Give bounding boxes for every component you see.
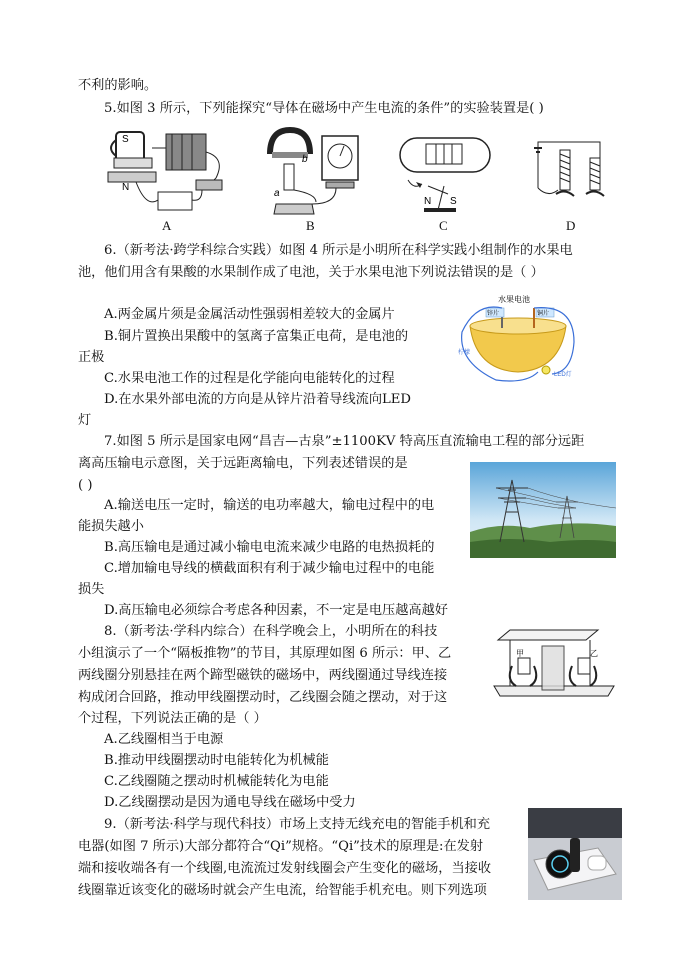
q5-option-b-label: B	[306, 218, 315, 233]
q5-figure-c	[398, 130, 494, 216]
q6-option-b-line1: B.铜片置换出果酸中的氢离子富集正电荷，是电池的	[104, 329, 409, 344]
q9-stem-3: 端和接收端各有一个线圈,电流流过发射线圈会产生变化的磁场，当接收	[78, 861, 492, 876]
q7-option-c-line1: C.增加输电导线的横截面积有利于减少输电过程中的电能	[104, 561, 435, 576]
q7-option-b: B.高压输电是通过减小输电电流来减少电路的电热损耗的	[104, 540, 435, 555]
power-line-photo	[470, 462, 616, 558]
fig6-jia-label: 甲	[516, 649, 524, 658]
q7-option-c-line2: 损失	[78, 582, 105, 597]
fig-c-n-label: N	[424, 196, 432, 207]
fig4-led-label: LED灯	[554, 372, 572, 378]
q6-option-c: C.水果电池工作的过程是化学能向电能转化的过程	[104, 371, 395, 386]
q9-stem-4: 线圈靠近该变化的磁场时就会产生电流，给智能手机充电。则下列选项	[78, 883, 487, 898]
q5-figure-b	[256, 124, 376, 218]
q8-stem-3: 两线圈分别悬挂在两个蹄型磁铁的磁场中，两线圈通过导线连接	[78, 668, 448, 683]
fig-a-s-label: S	[122, 134, 129, 145]
q8-option-a: A.乙线圈相当于电源	[104, 732, 224, 747]
q8-option-b: B.推动甲线圈摆动时电能转化为机械能	[104, 753, 329, 768]
q7-stem-1: 7.如图 5 所示是国家电网“昌吉—古泉”±1100KV 特高压直流输电工程的部分远距	[104, 434, 585, 449]
fig6-yi-label: 乙	[590, 649, 598, 658]
fig-b-a-label: a	[274, 188, 280, 199]
q5-stem: 5.如图 3 所示，下列能探究“导体在磁场中产生电流的条件”的实验装置是( )	[104, 101, 544, 116]
q8-stem-5: 个过程，下列说法正确的是（ ）	[78, 711, 267, 726]
fig-c-s-label: S	[450, 196, 457, 207]
fig4-zinc-label: 锌片	[487, 311, 500, 317]
fig4-title: 水果电池	[498, 295, 530, 304]
carryover-line: 不利的影响。	[78, 78, 158, 93]
wireless-charger-photo	[528, 808, 622, 900]
fig-b-b-label: b	[302, 154, 308, 165]
q5-option-c-label: C	[439, 218, 448, 233]
q7-option-a-line1: A.输送电压一定时，输送的电功率越大，输电过程中的电	[104, 498, 435, 513]
two-coils-figure	[490, 620, 618, 702]
q5-figure-a	[106, 128, 236, 218]
q8-stem-2: 小组演示了一个“隔板推物”的节目，其原理如图 6 所示：甲、乙	[78, 646, 452, 661]
q8-stem-1: 8.（新考法·学科内综合）在科学晚会上，小明所在的科技	[104, 624, 438, 639]
q6-option-d-line2: 灯	[78, 413, 92, 428]
q5-figure-d	[528, 138, 610, 214]
q5-option-a-label: A	[162, 218, 172, 233]
q9-stem-2: 电器(如图 7 所示)大部分都符合“Qi”规格。“Qi”技术的原理是:在发射	[78, 839, 484, 854]
fig-a-n-label: N	[122, 182, 130, 193]
q9-stem-1: 9.（新考法·科学与现代科技）市场上支持无线充电的智能手机和充	[104, 817, 491, 832]
q8-option-d: D.乙线圈摆动是因为通电导线在磁场中受力	[104, 795, 356, 810]
fig4-copper-label: 铜片	[537, 311, 550, 317]
q8-stem-4: 构成闭合回路，推动甲线圈摆动时，乙线圈会随之摆动，对于这	[78, 690, 448, 705]
q6-stem-1: 6.（新考法·跨学科综合实践）如图 4 所示是小明所在科学实践小组制作的水果电	[104, 243, 573, 258]
q7-stem-2: 离高压输电示意图，关于远距离输电，下列表述错误的是	[78, 456, 408, 471]
q6-option-b-line2: 正极	[78, 350, 105, 365]
q8-option-c: C.乙线圈随之摆动时机械能转化为电能	[104, 774, 329, 789]
q7-stem-3: ( )	[78, 478, 93, 493]
q6-stem-2: 池，他们用含有果酸的水果制作成了电池，关于水果电池下列说法错误的是（ ）	[78, 265, 544, 280]
q6-option-d-line1: D.在水果外部电流的方向是从锌片沿着导线流向LED	[104, 392, 411, 407]
fruit-battery-figure	[456, 292, 580, 386]
q6-option-a: A.两金属片须是金属活动性强弱相差较大的金属片	[104, 307, 395, 322]
q7-option-a-line2: 能损失越小	[78, 519, 144, 534]
q5-option-d-label: D	[566, 218, 576, 233]
q7-option-d: D.高压输电必须综合考虑各种因素，不一定是电压越高越好	[104, 603, 448, 618]
fig4-lemon-label: 柠檬	[458, 350, 471, 356]
